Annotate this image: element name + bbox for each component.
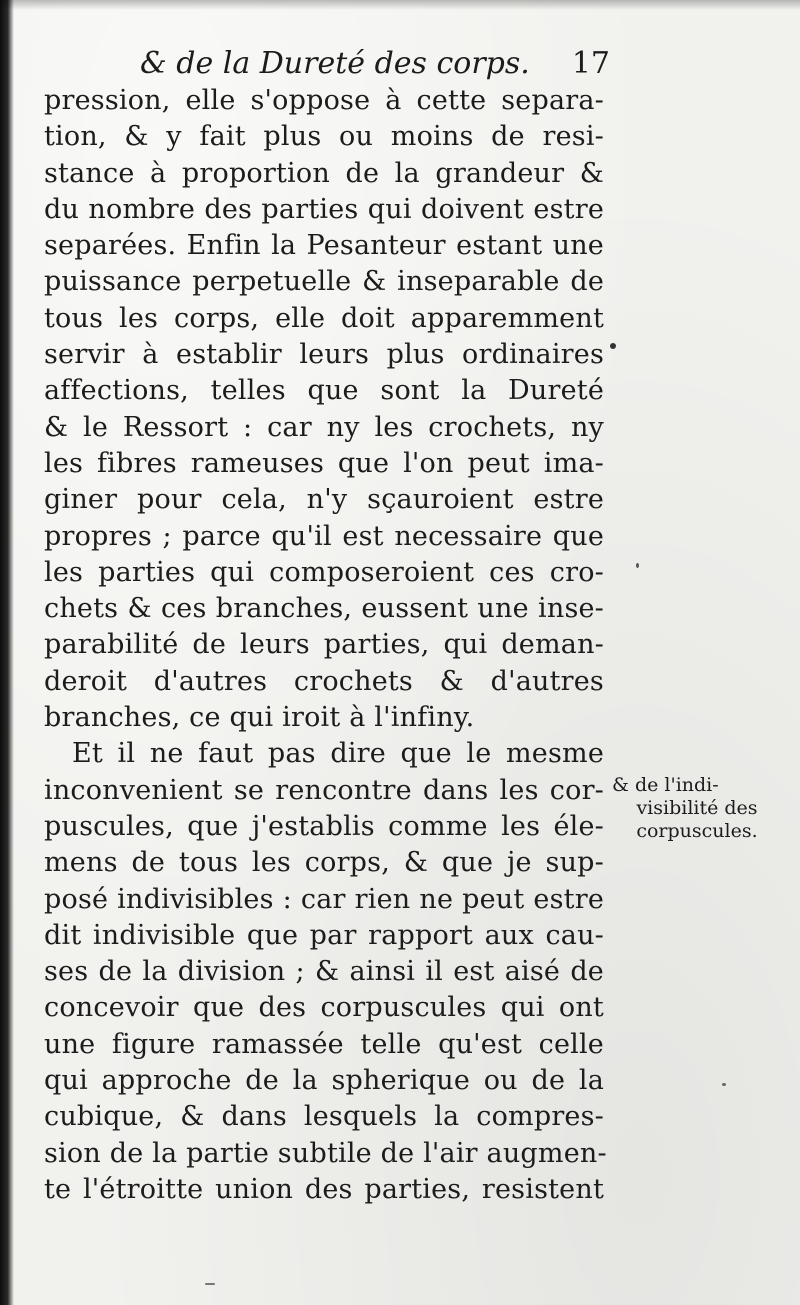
text-line: stance à proportion de la grandeur & bbox=[44, 157, 604, 189]
text-line: servir à establir leurs plus ordinaires bbox=[44, 339, 604, 371]
text-line: concevoir que des corpuscules qui ont bbox=[44, 992, 604, 1024]
text-line: les parties qui composeroient ces cro- bbox=[44, 556, 604, 588]
paragraph-start-line: Et il ne faut pas dire que le mesme bbox=[72, 738, 604, 770]
text-line: sion de la partie subtile de l'air augmen- bbox=[44, 1137, 607, 1169]
top-shadow bbox=[0, 0, 800, 10]
text-line: te l'étroitte union des parties, resistent bbox=[44, 1173, 604, 1205]
running-head-title: & de la Dureté des corps. bbox=[140, 46, 530, 81]
text-line: tion, & y fait plus ou moins de resi- bbox=[44, 121, 604, 153]
ink-speck bbox=[205, 1283, 215, 1285]
running-head bbox=[140, 42, 610, 86]
text-line: parabilité de leurs parties, qui deman- bbox=[44, 629, 604, 661]
binding-edge bbox=[0, 0, 14, 1305]
text-line: qui approche de la spherique ou de la bbox=[44, 1065, 604, 1097]
text-line: cubique, & dans lesquels la compres- bbox=[44, 1101, 604, 1133]
text-line: affections, telles que sont la Dureté bbox=[44, 375, 604, 407]
margin-note-line: corpuscules. bbox=[636, 820, 758, 842]
margin-note-line: & de l'indi- bbox=[612, 774, 719, 796]
text-line: mens de tous les corps, & que je sup- bbox=[44, 847, 604, 879]
page-number: 17 bbox=[571, 46, 610, 81]
text-line: une figure ramassée telle qu'est celle bbox=[44, 1028, 604, 1060]
text-line: puscules, que j'establis comme les éle- bbox=[44, 810, 604, 842]
text-line: puissance perpetuelle & inseparable de bbox=[44, 266, 604, 298]
body-text bbox=[44, 83, 607, 1208]
ink-speck bbox=[610, 343, 616, 349]
paragraph-end-line: branches, ce qui iroit à l'infiny. bbox=[44, 702, 475, 734]
text-line: propres ; parce qu'il est necessaire que bbox=[44, 520, 604, 552]
text-line: & le Ressort : car ny les crochets, ny bbox=[44, 411, 604, 443]
text-line: chets & ces branches, eussent une inse- bbox=[44, 593, 604, 625]
text-line: separées. Enfin la Pesanteur estant une bbox=[44, 230, 604, 262]
text-line: inconvenient se rencontre dans les cor- bbox=[44, 774, 604, 806]
text-line: posé indivisibles : car rien ne peut estre bbox=[44, 883, 604, 915]
ink-speck bbox=[722, 1083, 726, 1086]
ink-speck bbox=[636, 563, 639, 568]
margin-note bbox=[612, 774, 782, 843]
text-line: ses de la division ; & ainsi il est aisé de bbox=[44, 956, 604, 988]
text-line: giner pour cela, n'y sçauroient estre bbox=[44, 484, 604, 516]
text-line: deroit d'autres crochets & d'autres bbox=[44, 665, 604, 697]
text-line: tous les corps, elle doit apparemment bbox=[44, 302, 604, 334]
text-line: pression, elle s'oppose à cette separa- bbox=[44, 85, 604, 116]
margin-note-line: visibilité des bbox=[636, 797, 758, 819]
text-line: dit indivisible que par rapport aux cau- bbox=[44, 919, 604, 951]
text-line: les fibres rameuses que l'on peut ima- bbox=[44, 447, 604, 479]
text-line: du nombre des parties qui doivent estre bbox=[44, 193, 604, 225]
